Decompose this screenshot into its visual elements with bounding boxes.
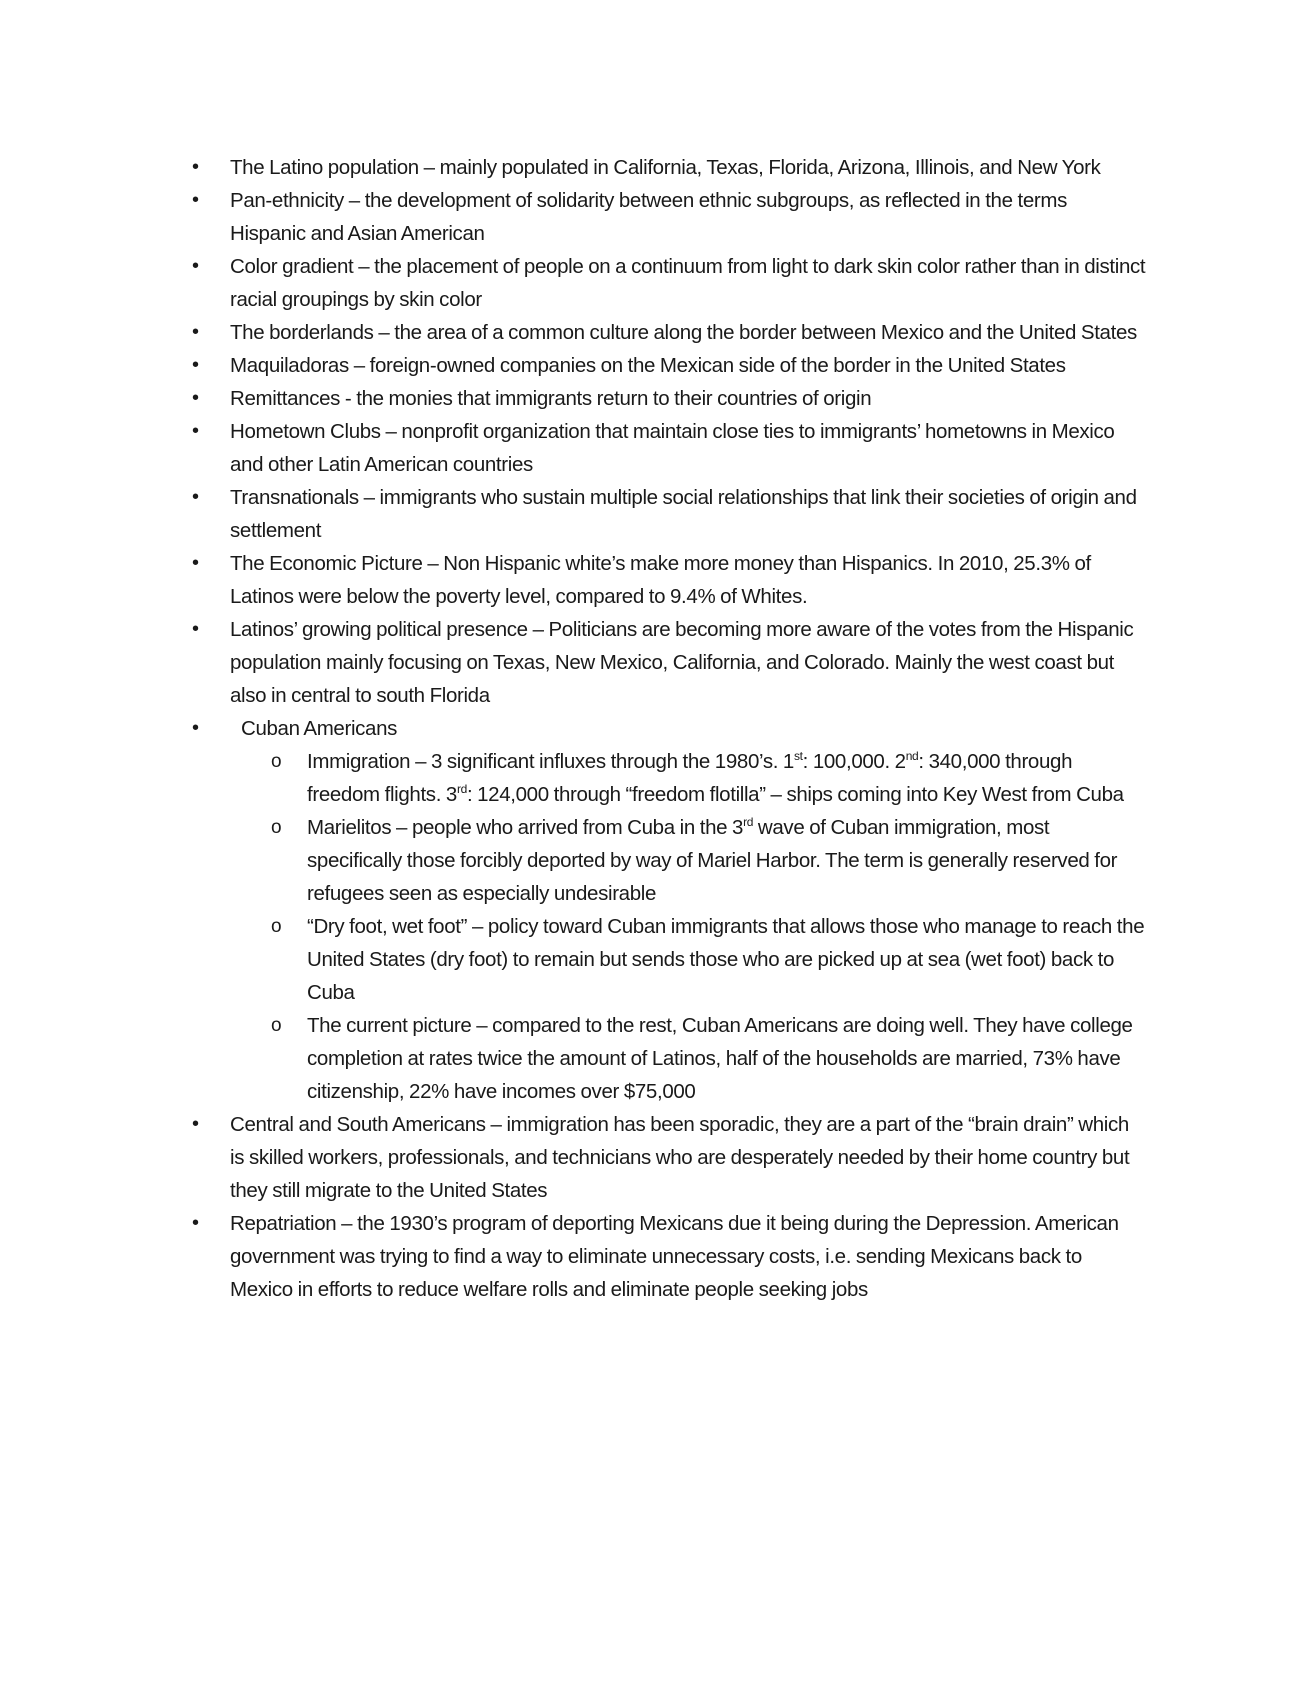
sub-item-immigration (230, 745, 1146, 811)
sub-item-text-b: wave of Cuban immigration, most specifically those forcibly deported by way of Mariel Harbor. The term is generally reserved for refugees seen as especially undesirable (307, 816, 1118, 905)
list-item-text: Central and South Americans – immigration has been sporadic, they are a part of the “brain drain” which is skilled workers, professionals, and technicians who are desperately needed by their home country but they still migrate to the United States (230, 1113, 1130, 1202)
sub-item-text-a: Immigration – 3 significant influxes through the 1980’s. 1 (307, 750, 794, 773)
list-item-text: Cuban Americans (241, 717, 398, 740)
list-item-text: Pan-ethnicity – the development of solidarity between ethnic subgroups, as reflected in the terms Hispanic and Asian American (230, 189, 1067, 245)
sub-item-text: “Dry foot, wet foot” – policy toward Cuban immigrants that allows those who manage to reach the United States (dry foot) to remain but sends those who are picked up at sea (wet foot) back to Cuba (307, 915, 1145, 1004)
notes-content (186, 151, 1146, 1306)
list-item-economic-picture (186, 547, 1146, 613)
list-item-text: The Latino population – mainly populated in California, Texas, Florida, Arizona, Illinois, and New York (230, 156, 1101, 179)
list-item-text: Hometown Clubs – nonprofit organization that maintain close ties to immigrants’ hometowns in Mexico and other Latin American countries (230, 420, 1115, 476)
bullet-icon: • (192, 486, 199, 508)
sub-item-text-d: : 124,000 through “freedom flotilla” – ships coming into Key West from Cuba (466, 783, 1124, 806)
bullet-icon: • (192, 717, 199, 739)
list-item-text: Transnationals – immigrants who sustain multiple social relationships that link their societies of origin and settlement (230, 486, 1137, 542)
list-item-borderlands (186, 316, 1146, 349)
ordinal-suffix: rd (456, 782, 467, 797)
sub-bullet-icon: o (271, 751, 282, 772)
sub-item-text-b: : 100,000. 2 (802, 750, 906, 773)
sub-bullet-icon: o (271, 916, 282, 937)
bullet-icon: • (192, 189, 199, 211)
list-item-cuban-americans (186, 712, 1146, 1108)
sub-item-dry-foot (230, 910, 1146, 1009)
bullet-icon: • (192, 1113, 199, 1135)
bullet-icon: • (192, 420, 199, 442)
bullet-icon: • (192, 354, 199, 376)
list-item-text: Maquiladoras – foreign-owned companies on the Mexican side of the border in the United States (230, 354, 1066, 377)
sub-bullet-icon: o (271, 817, 282, 838)
list-item-text: The Economic Picture – Non Hispanic white’s make more money than Hispanics. In 2010, 25.3% of Latinos were below the poverty level, compared to 9.4% of Whites. (230, 552, 1091, 608)
ordinal-suffix: st (793, 749, 803, 764)
list-item-central-south-americans (186, 1108, 1146, 1207)
sub-bullet-icon: o (271, 1015, 282, 1036)
bullet-icon: • (192, 387, 199, 409)
bullet-icon: • (192, 552, 199, 574)
sub-item-text-a: Marielitos – people who arrived from Cuba in the 3 (307, 816, 744, 839)
bullet-icon: • (192, 618, 199, 640)
list-item-pan-ethnicity (186, 184, 1146, 250)
sub-item-text-c: : 340,000 through freedom flights. 3 (307, 750, 1073, 806)
list-item-text: Remittances - the monies that immigrants return to their countries of origin (230, 387, 872, 410)
sub-item-text: The current picture – compared to the rest, Cuban Americans are doing well. They have college completion at rates twice the amount of Latinos, half of the households are married, 73% have citizenship, 22% have incomes over $75,000 (307, 1014, 1133, 1103)
ordinal-suffix: nd (905, 749, 919, 764)
list-item-text: Repatriation – the 1930’s program of deporting Mexicans due it being during the Depression. American government was trying to find a way to eliminate unnecessary costs, i.e. sending Mexicans back to Mexico in efforts to reduce welfare rolls and eliminate people seeking jobs (230, 1212, 1119, 1301)
list-item-text: Latinos’ growing political presence – Politicians are becoming more aware of the votes from the Hispanic population mainly focusing on Texas, New Mexico, California, and Colorado. Mainly the west coast but also in central to south Florida (230, 618, 1134, 707)
sub-list-cuban (230, 745, 1146, 1108)
bullet-icon: • (192, 321, 199, 343)
bullet-icon: • (192, 1212, 199, 1234)
list-item-maquiladoras (186, 349, 1146, 382)
list-item-text: Color gradient – the placement of people on a continuum from light to dark skin color rather than in distinct racial groupings by skin color (230, 255, 1146, 311)
list-item-color-gradient (186, 250, 1146, 316)
list-item-latino-population (186, 151, 1146, 184)
ordinal-suffix: rd (743, 815, 754, 830)
list-item-political-presence (186, 613, 1146, 712)
sub-item-marielitos (230, 811, 1146, 910)
bullet-list (186, 151, 1146, 1306)
sub-item-current-picture (230, 1009, 1146, 1108)
list-item-remittances (186, 382, 1146, 415)
list-item-transnationals (186, 481, 1146, 547)
bullet-icon: • (192, 156, 199, 178)
bullet-icon: • (192, 255, 199, 277)
list-item-repatriation (186, 1207, 1146, 1306)
list-item-text: The borderlands – the area of a common culture along the border between Mexico and the United States (230, 321, 1137, 344)
list-item-hometown-clubs (186, 415, 1146, 481)
